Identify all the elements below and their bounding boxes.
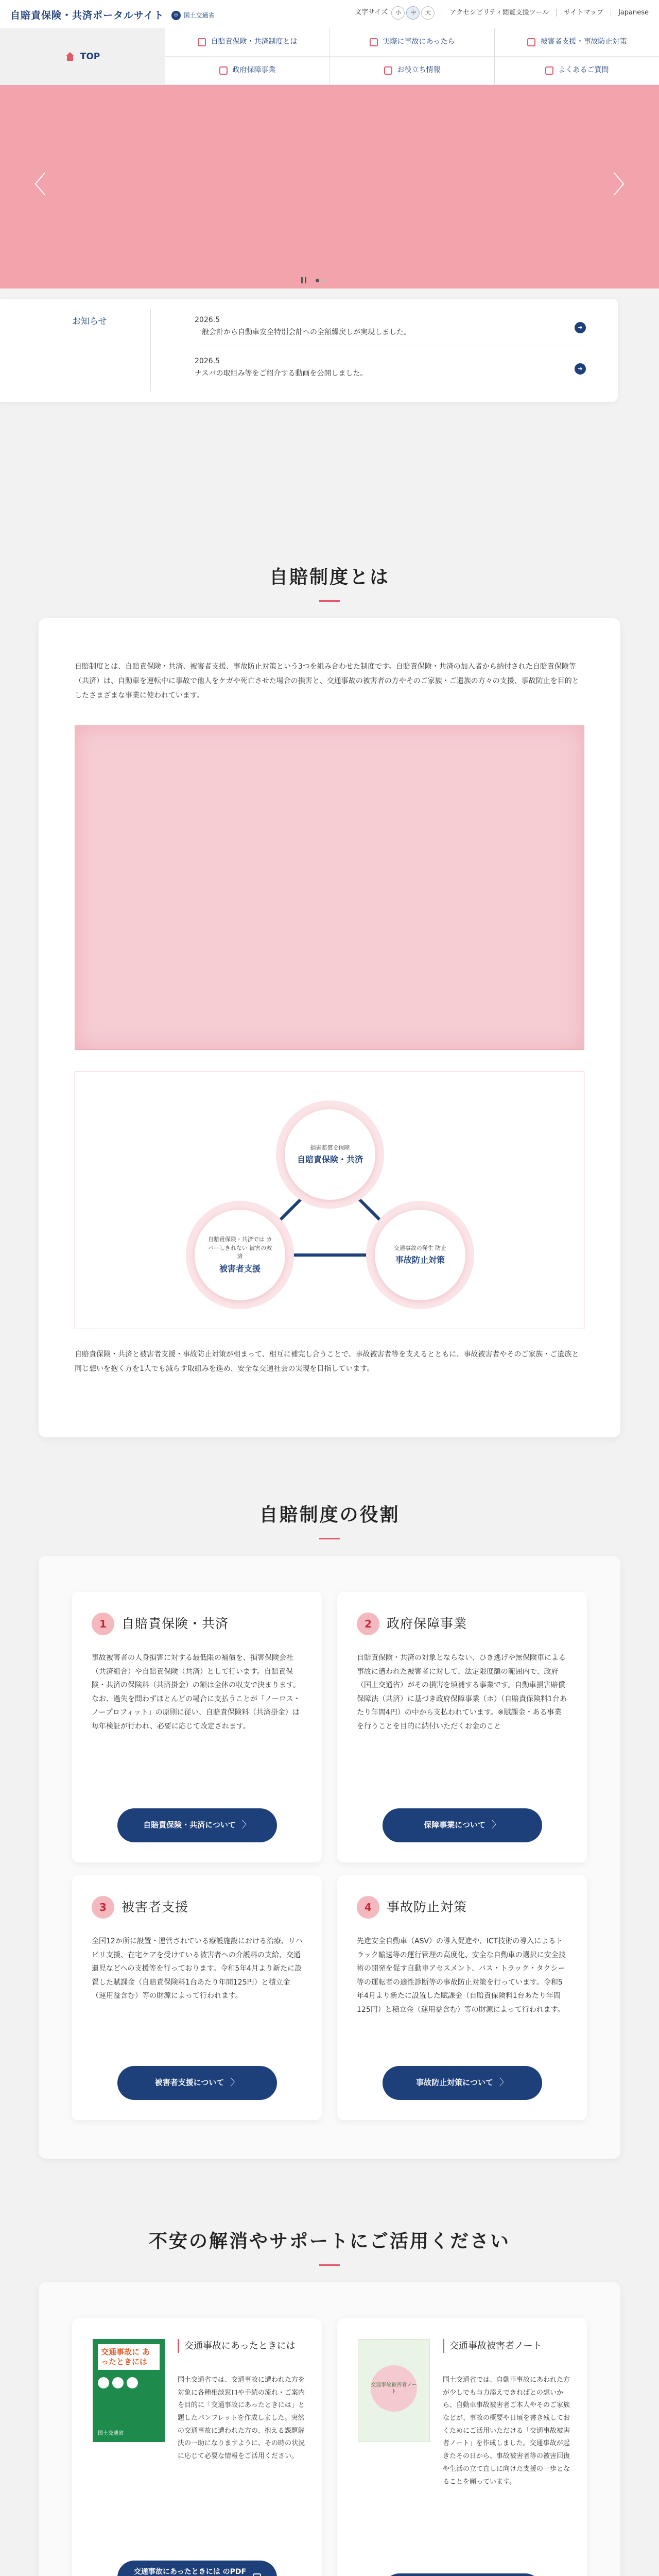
role-card-government — [337, 1592, 587, 1862]
nav-item-useful[interactable] — [330, 57, 494, 85]
role-body: 事故被害者の人身損害に対する最低限の補償を、損害保険会社（共済組合）や自賠責保険（共済）として行います。自賠責保険・共済の保険料（共済掛金）の額は全体の収支で決まります。なお、過失を問わずほとんどの場合に支払うことが「ノーロス・ノープロフィット」の原則に従い、自賠責保険料（共済掛金）は毎年検証が行われ、必要に応じて改定されます。 — [92, 1654, 301, 1731]
role-body: 先進安全自動車（ASV）の導入促進や、ICT技術の導入によるトラック輸送等の運行管理の高度化、安全な自動車の選択に安全技術の開発を促す自動車アセスメント、バス・トラック・タクシー等の運転者の適性診断等の事故防止対策を行っています。令和5年4月より新たに設置した賦課金（自賠責保険料1台あたり年間125円）と積立金（運用益含む）等の財源によって行われます。 — [357, 1937, 566, 2014]
nav-item-label: 自賠責保険・共済制度とは — [211, 38, 298, 46]
nav-top[interactable] — [0, 28, 165, 85]
font-size-large-button[interactable]: 大 — [421, 6, 435, 20]
section-title-about: 自賠制度とは — [0, 562, 659, 602]
role-heading — [92, 1613, 229, 1635]
chevron-right-icon: 〉 — [491, 1819, 501, 1831]
role-body: 全国12か所に設置・運営されている療護施設における治療、リハビリ支援、在宅ケアを受けている被害者への介護料の支給、交通遺児などへの支援等を行っております。令和5年4月より新たに設置した賦課金（自賠責保険料1台あたり年間125円）と積立金（運用益含む）等の財源によって行われます。 — [92, 1937, 303, 2001]
about-text: 自賠制度とは、自賠責保険・共済、被害者支援、事故防止対策という3つを組み合わせた制度です。自賠責保険・共済の加入者から納付された自賠責保険等（共済）は、自動車を運転中に事故で他人をケガや死亡させた場合の損害と、交通事故の被害者の方やそのご家族・ご遺族の方々の支援、事故防止を目的としたさまざまな事業に使われています。 — [75, 663, 579, 700]
slider-dot[interactable] — [322, 279, 326, 282]
role-heading — [92, 1896, 188, 1919]
nav-item-label: 被害者支援・事故防止対策 — [540, 38, 627, 46]
chevron-right-icon: 〉 — [230, 2077, 240, 2088]
chevron-right-icon: 〉 — [241, 1819, 251, 1831]
support-card-body: 国土交通省では、交通事故に遭われた方を対象に各種相談窓口や手続の流れ・ご案内を目的に「交通事故にあったときには」と題したパンフレットを作成しました。突然の交通事故に遭われた方の、抱える課題解決の一助になりますように、その時の状況に応じて必要な情報をご活用ください。 — [178, 2376, 305, 2461]
diagram-circle-victim — [186, 1201, 294, 1309]
role-number: 2 — [357, 1613, 379, 1635]
news-item[interactable] — [195, 314, 586, 346]
arrow-right-icon: ➜ — [575, 322, 586, 333]
font-size-small-button[interactable]: 小 — [391, 6, 405, 20]
button-label: 自賠責保険・共済について — [143, 1820, 236, 1830]
nav-item-accident[interactable] — [330, 28, 494, 57]
button-label: 保障事業について — [424, 1820, 485, 1830]
nav-top-label: TOP — [80, 51, 100, 62]
ministry-mark-icon: ◎ — [171, 11, 181, 20]
support-card-title: 交通事故にあったときには — [178, 2339, 306, 2353]
chevron-left-icon[interactable]: 〈 — [22, 171, 47, 199]
role-heading — [357, 1613, 467, 1635]
nav-item-about[interactable] — [165, 28, 330, 57]
pamphlet-cover-image — [93, 2339, 165, 2442]
ministry-logo — [171, 10, 215, 21]
system-diagram — [75, 1072, 584, 1329]
role-number: 4 — [357, 1896, 379, 1919]
diagram-sub: 自賠責保険・共済では カバーしきれない 被害の救済 — [207, 1236, 272, 1260]
button-label: 被害者支援について — [154, 2078, 224, 2088]
site-title: 自賠責保険・共済ポータルサイト — [10, 10, 164, 21]
slider-controls — [301, 277, 326, 283]
role-title: 政府保障事業 — [387, 1616, 467, 1631]
news-text: 一般会計から自動車安全特別会計への全額繰戻しが実現しました。 — [195, 328, 411, 336]
sitemap-link[interactable]: サイトマップ — [564, 8, 603, 16]
section-title-support: 不安の解消やサポートにご活用ください — [0, 2226, 659, 2266]
news-item[interactable] — [195, 355, 586, 387]
ministry-name: 国土交通省 — [183, 11, 215, 19]
diagram-main: 事故防止対策 — [395, 1255, 445, 1265]
video-player[interactable] — [75, 725, 584, 1050]
support-card-notebook — [337, 2318, 587, 2576]
site-header — [0, 0, 659, 85]
circle-icon — [98, 2377, 109, 2388]
slider-dot[interactable] — [316, 279, 319, 282]
nav-item-label: お役立ち情報 — [397, 66, 441, 75]
chevron-right-icon[interactable]: 〉 — [612, 171, 637, 199]
info-icon — [384, 66, 392, 75]
news-text: ナスバの取組み等をご紹介する動画を公開しました。 — [195, 369, 368, 378]
diagram-sub: 損害賠償を保障 — [310, 1144, 350, 1151]
circle-icon — [127, 2377, 138, 2388]
role-card-insurance — [72, 1592, 322, 1862]
global-nav — [165, 28, 659, 85]
external-link-icon — [253, 2573, 261, 2576]
support-card-body: 国土交通省では、自動車事故にあわれた方が少しでも与力添えできればとの想いから、自動車事故被害者ご本人やそのご家族などが、事故の概要や日頃を書き残しておくためにご活用いただける「交通事故被害者ノート」を作成しました。交通事故が起きたその日から、事故被害者等の被害回復や生活の立て直しに向けた支援の一歩となることを願っています。 — [443, 2376, 570, 2486]
home-icon — [65, 52, 75, 61]
accessibility-link[interactable]: アクセシビリティ閲覧支援ツール — [449, 8, 549, 16]
chevron-right-icon: 〉 — [499, 2077, 509, 2088]
pamphlet-icons — [98, 2377, 160, 2388]
people-icon — [527, 38, 535, 46]
diagram-circle-insurance — [276, 1100, 384, 1209]
support-card-accident — [72, 2318, 322, 2576]
section-title-roles: 自賠制度の役割 — [0, 1499, 659, 1539]
nav-item-support[interactable] — [494, 28, 659, 57]
button-label: 交通事故にあったときには のPDF — [133, 2568, 247, 2576]
role-heading — [357, 1896, 467, 1919]
diagram-main: 自賠責保険・共済 — [297, 1155, 363, 1165]
role-title: 自賠責保険・共済 — [122, 1616, 229, 1631]
government-button[interactable] — [383, 1808, 542, 1842]
hero-slider — [0, 85, 659, 289]
about-text-2: 自賠責保険・共済と被害者支援・事故防止対策が相まって、相互に補完し合うことで、事故被害者等を支えるとともに、事故被害者やそのご家族・ご遺族と同じ想いを抱く方を1人でも減らす取組みを進め、安全な交通社会の実現を目指しています。 — [75, 1350, 579, 1373]
nav-item-label: 政府保障事業 — [232, 66, 276, 75]
prevention-button[interactable] — [383, 2066, 542, 2100]
font-size-control — [355, 6, 435, 20]
notebook-download-button[interactable] — [383, 2573, 542, 2576]
divider — [150, 309, 151, 392]
font-size-label: 文字サイズ — [355, 8, 388, 16]
support-card-title: 交通事故被害者ノート — [443, 2339, 571, 2353]
slider-dots — [316, 279, 326, 282]
arrow-right-icon: ➜ — [575, 363, 586, 375]
font-size-medium-button[interactable]: 中 — [406, 6, 420, 20]
role-body: 自賠責保険・共済の対象とならない、ひき逃げや無保険車による事故に遭われた被害者に対して、法定限度額の範囲内で、政府（国土交通省）がその損害を填補する事業です。自動車損害賠償保障法（共済）に基づき政府保障事業（ホ）（自賠責保険料1台あたり年間4円）の中から支払われています。※賦課金・ある事業を行うことを目的に納付いただくお金のこと — [357, 1654, 567, 1731]
diagram-sub: 交通事故の発生 防止 — [393, 1244, 447, 1251]
nav-item-faq[interactable] — [494, 57, 659, 85]
news-label: お知らせ — [72, 316, 107, 327]
role-card-prevention — [337, 1875, 587, 2120]
nav-item-label: 実際に事故にあったら — [383, 38, 455, 46]
insurance-button[interactable] — [117, 1808, 277, 1842]
notebook-title: 交通事故被害者ノート — [371, 2365, 417, 2412]
role-number: 3 — [92, 1896, 114, 1919]
role-number: 1 — [92, 1613, 114, 1635]
site-logo[interactable] — [10, 7, 215, 24]
building-icon — [219, 66, 228, 75]
pamphlet-org: 国土交通省 — [98, 2431, 124, 2436]
news-date: 2026.5 — [195, 316, 220, 324]
diagram-main: 被害者支援 — [219, 1263, 261, 1274]
diagram-circle-prevention — [366, 1201, 474, 1309]
question-icon — [545, 66, 553, 75]
utility-bar — [355, 6, 649, 20]
circle-icon — [112, 2377, 124, 2388]
pamphlet-download-button[interactable] — [117, 2561, 277, 2576]
book-icon — [198, 38, 206, 46]
pause-icon[interactable] — [301, 277, 306, 283]
role-title: 事故防止対策 — [387, 1899, 467, 1914]
news-date: 2026.5 — [195, 357, 220, 365]
language-link[interactable]: Japanese — [618, 8, 649, 16]
nav-item-government[interactable] — [165, 57, 330, 85]
divider — [556, 9, 557, 16]
role-title: 被害者支援 — [122, 1899, 189, 1914]
news-panel — [0, 299, 618, 402]
button-label: 事故防止対策について — [416, 2078, 493, 2088]
nav-item-label: よくあるご質問 — [558, 66, 609, 75]
victim-support-button[interactable] — [117, 2066, 277, 2100]
notebook-cover-image — [358, 2339, 430, 2442]
role-card-victim — [72, 1875, 322, 2120]
document-icon — [370, 38, 378, 46]
pamphlet-title: 交通事故に あったときには — [98, 2344, 160, 2370]
